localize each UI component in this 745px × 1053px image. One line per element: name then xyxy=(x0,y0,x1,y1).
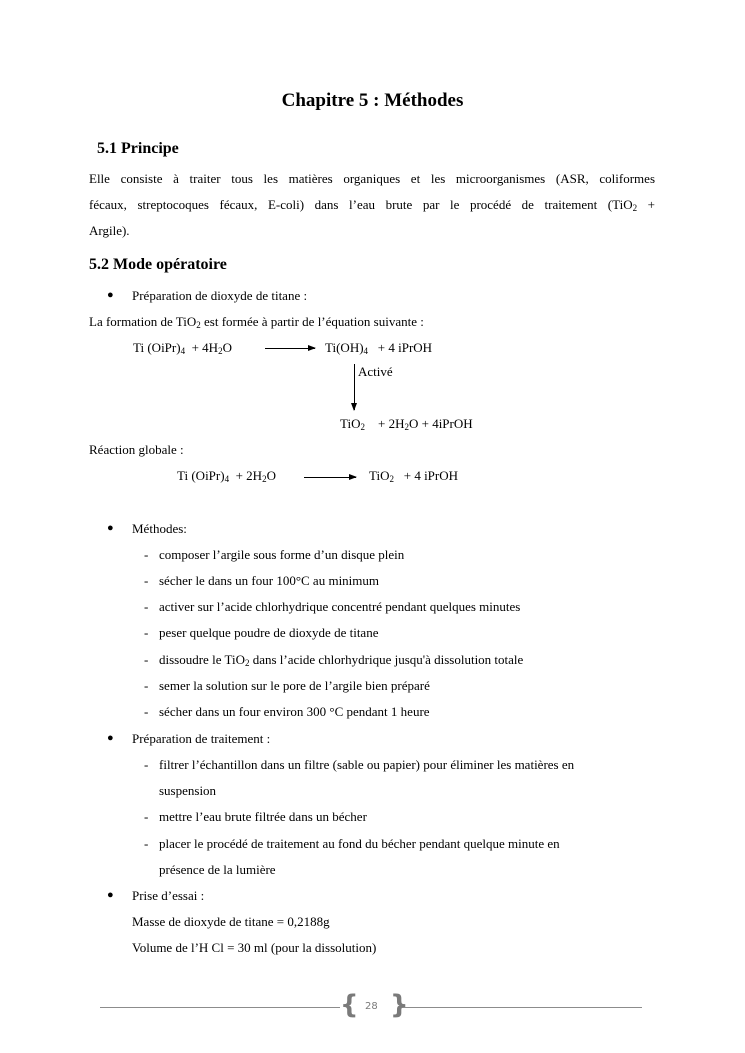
dash-icon: - xyxy=(144,809,149,824)
bullet-icon: ● xyxy=(107,732,114,744)
bullet-icon: ● xyxy=(107,289,114,301)
eq1-final-products: TiO$_2$ + $2H_2O$ + 4iPrOH xyxy=(340,416,473,432)
reaction-globale-label: Réaction globale : xyxy=(89,442,184,457)
principe-line-2: fécaux, streptocoques fécaux, E-coli) dans l’eau brute par le procédé de traitement (TiO$_2$ + xyxy=(89,197,655,213)
essai-masse: Masse de dioxyde de titane = 0,2188g xyxy=(132,914,330,929)
bullet-preparation-traitement: Préparation de traitement : xyxy=(132,731,271,746)
bullet-prise-essai: Prise d’essai : xyxy=(132,888,205,903)
methode-item: sécher dans un four environ 300 °C pendant 1 heure xyxy=(159,704,430,719)
principe-line-1: Elle consiste à traiter tous les matières organiques et les microorganismes (ASR, coliformes xyxy=(89,171,655,186)
bullet-preparation-dioxyde: Préparation de dioxyde de titane : xyxy=(132,288,308,303)
bullet-icon: ● xyxy=(107,522,114,534)
essai-volume: Volume de l’H Cl = 30 ml (pour la dissolution) xyxy=(132,940,377,955)
bracket-left-icon: { xyxy=(340,990,359,1020)
dash-icon: - xyxy=(144,678,149,693)
page-number: 28 xyxy=(365,1001,378,1012)
traitement-item: placer le procédé de traitement au fond du bécher pendant quelque minute en xyxy=(159,836,560,851)
eq1-reactants: Ti $(OiPr)_4 + 4H_2O$ xyxy=(133,340,232,356)
dash-icon: - xyxy=(144,652,149,667)
section-heading-mode-operatoire: 5.2 Mode opératoire xyxy=(89,256,227,273)
dash-icon: - xyxy=(144,836,149,851)
methode-item: sécher le dans un four 100°C au minimum xyxy=(159,573,380,588)
eq2-reactants: Ti $(OiPr)_4 + 2H_2O$ xyxy=(177,468,276,484)
methode-item: composer l’argile sous forme d’un disque plein xyxy=(159,547,405,562)
footer-rule-right xyxy=(402,1007,642,1008)
dash-icon: - xyxy=(144,599,149,614)
formation-line: La formation de TiO$_2$ est formée à partir de l’équation suivante : xyxy=(89,314,424,330)
traitement-item-continuation: suspension xyxy=(159,783,217,798)
dash-icon: - xyxy=(144,757,149,772)
bracket-right-icon: } xyxy=(390,990,409,1020)
traitement-item-continuation: présence de la lumière xyxy=(159,862,276,877)
principe-line-3: Argile). xyxy=(89,223,130,238)
footer-rule-left xyxy=(100,1007,340,1008)
methode-item: activer sur l’acide chlorhydrique concentré pendant quelques minutes xyxy=(159,599,521,614)
dash-icon: - xyxy=(144,547,149,562)
dash-icon: - xyxy=(144,573,149,588)
eq1-arrow-right-icon xyxy=(265,348,315,349)
eq2-arrow-right-icon xyxy=(304,477,356,478)
methode-item: semer la solution sur le pore de l’argile bien préparé xyxy=(159,678,430,693)
methode-item: peser quelque poudre de dioxyde de titane xyxy=(159,625,379,640)
bullet-methodes: Méthodes: xyxy=(132,521,187,536)
eq1-arrow-down-icon xyxy=(354,364,355,410)
eq2-products: TiO$_2$ + 4 iPrOH xyxy=(369,468,459,484)
dash-icon: - xyxy=(144,625,149,640)
methode-item: dissoudre le TiO$_2$ dans l’acide chlorhydrique jusqu'à dissolution totale xyxy=(159,652,524,668)
page-title: Chapitre 5 : Méthodes xyxy=(281,90,464,111)
eq1-active-label: Activé xyxy=(358,364,393,379)
section-heading-principe: 5.1 Principe xyxy=(97,140,179,157)
traitement-item: filtrer l’échantillon dans un filtre (sable ou papier) pour éliminer les matières en xyxy=(159,757,575,772)
dash-icon: - xyxy=(144,704,149,719)
bullet-icon: ● xyxy=(107,889,114,901)
eq1-products: $Ti(OH)_4$ + 4 iPrOH xyxy=(325,340,433,356)
traitement-item: mettre l’eau brute filtrée dans un bécher xyxy=(159,809,367,824)
